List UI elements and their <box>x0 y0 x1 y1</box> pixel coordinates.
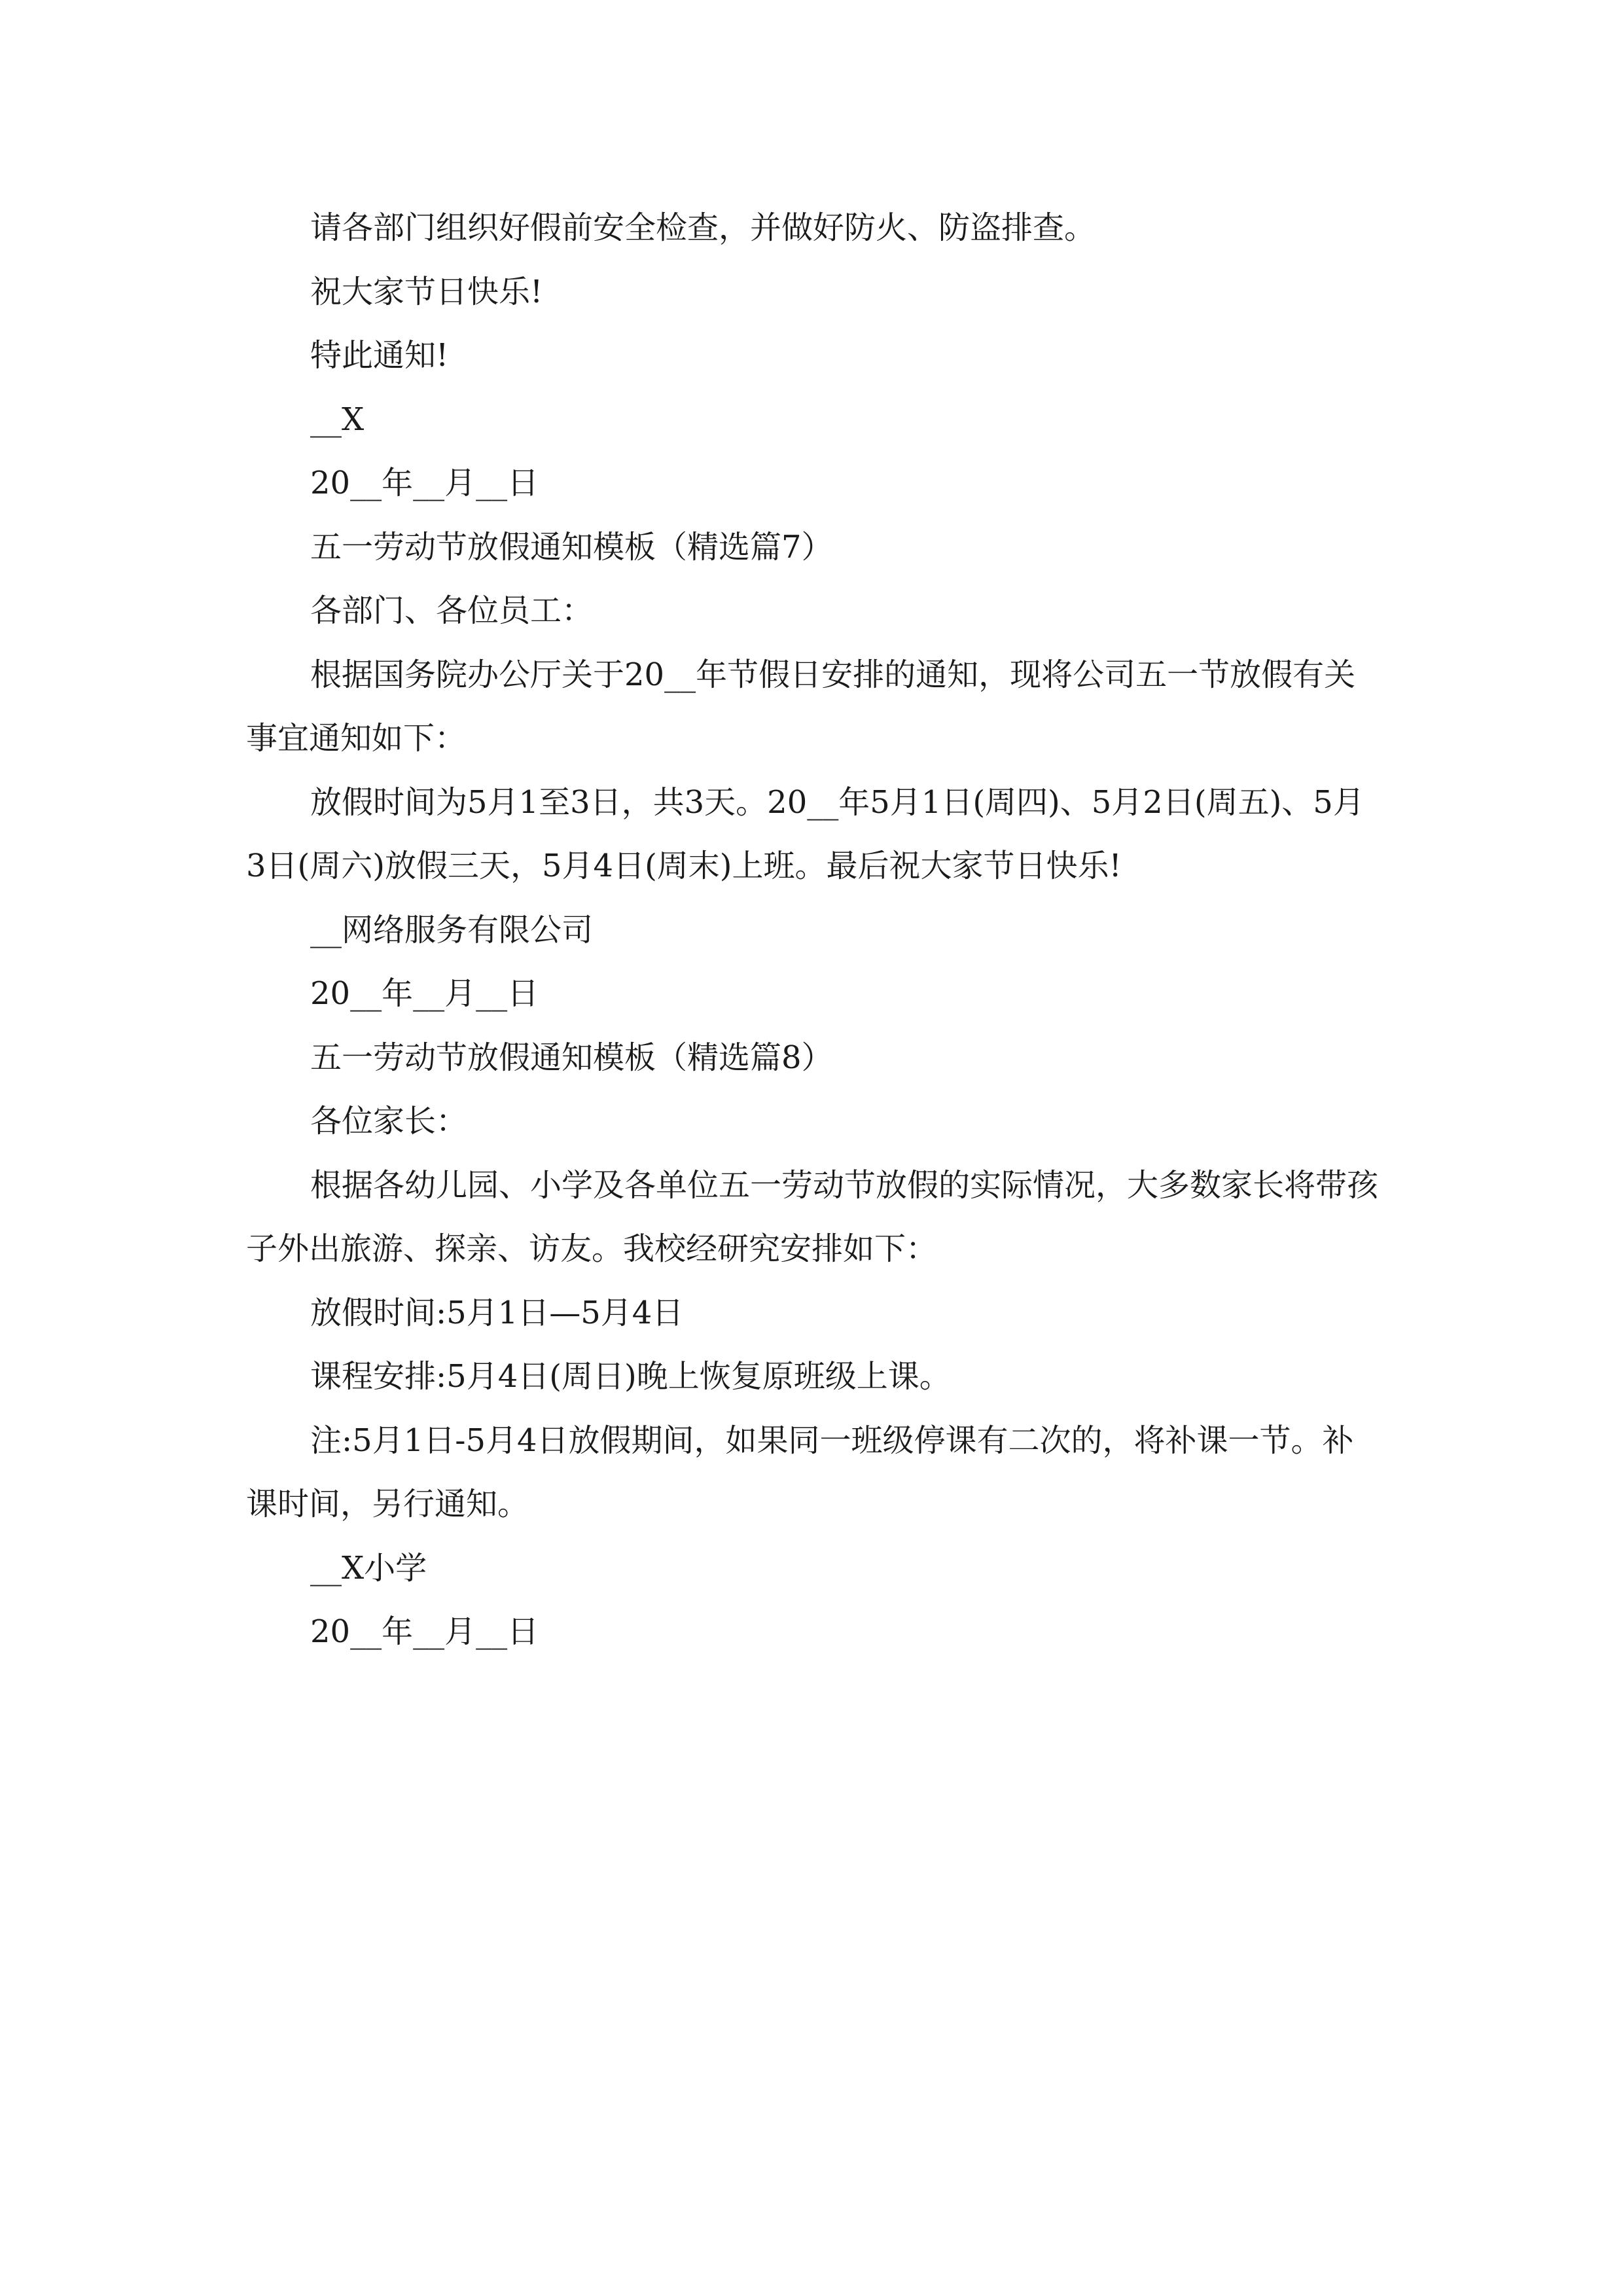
paragraph-body: 根据国务院办公厅关于20__年节假日安排的通知，现将公司五一节放假有关事宜通知如下： <box>246 656 1356 757</box>
paragraph-holiday-time: 放假时间为5月1至3日，共3天。20__年5月1日(周四)、5月2日(周五)、5月3日(周六)放假三天，5月4日(周末)上班。最后祝大家节日快乐! <box>246 783 1364 884</box>
paragraph-note: 注:5月1日-5月4日放假期间，如果同一班级停课有二次的，将补课一节。补课时间，另行通知。 <box>246 1422 1354 1522</box>
paragraph-date: 20__年__月__日 <box>310 975 539 1012</box>
paragraph-date: 20__年__月__日 <box>310 465 539 501</box>
paragraph-course-schedule: 课程安排:5月4日(周日)晚上恢复原班级上课。 <box>310 1358 951 1395</box>
paragraph-body: 根据各幼儿园、小学及各单位五一劳动节放假的实际情况，大多数家长将带孩子外出旅游、探亲、访友。我校经研究安排如下： <box>246 1166 1379 1267</box>
paragraph-greeting: 祝大家节日快乐! <box>310 273 543 310</box>
paragraph-safety-check: 请各部门组织好假前安全检查，并做好防火、防盗排查。 <box>310 209 1096 246</box>
section-heading-8: 五一劳动节放假通知模板（精选篇8） <box>310 1039 833 1076</box>
section-heading-7: 五一劳动节放假通知模板（精选篇7） <box>310 528 833 565</box>
paragraph-signature: __X小学 <box>310 1549 427 1587</box>
paragraph-signature: __X <box>310 401 365 438</box>
paragraph-notice-closing: 特此通知! <box>310 337 449 374</box>
document-body <box>246 196 1378 1664</box>
paragraph-holiday-time: 放假时间:5月1日—5月4日 <box>310 1294 684 1331</box>
paragraph-date: 20__年__月__日 <box>310 1613 539 1650</box>
paragraph-salutation: 各部门、各位员工： <box>310 592 594 629</box>
paragraph-salutation: 各位家长： <box>310 1103 468 1139</box>
paragraph-signature: __网络服务有限公司 <box>310 911 594 948</box>
